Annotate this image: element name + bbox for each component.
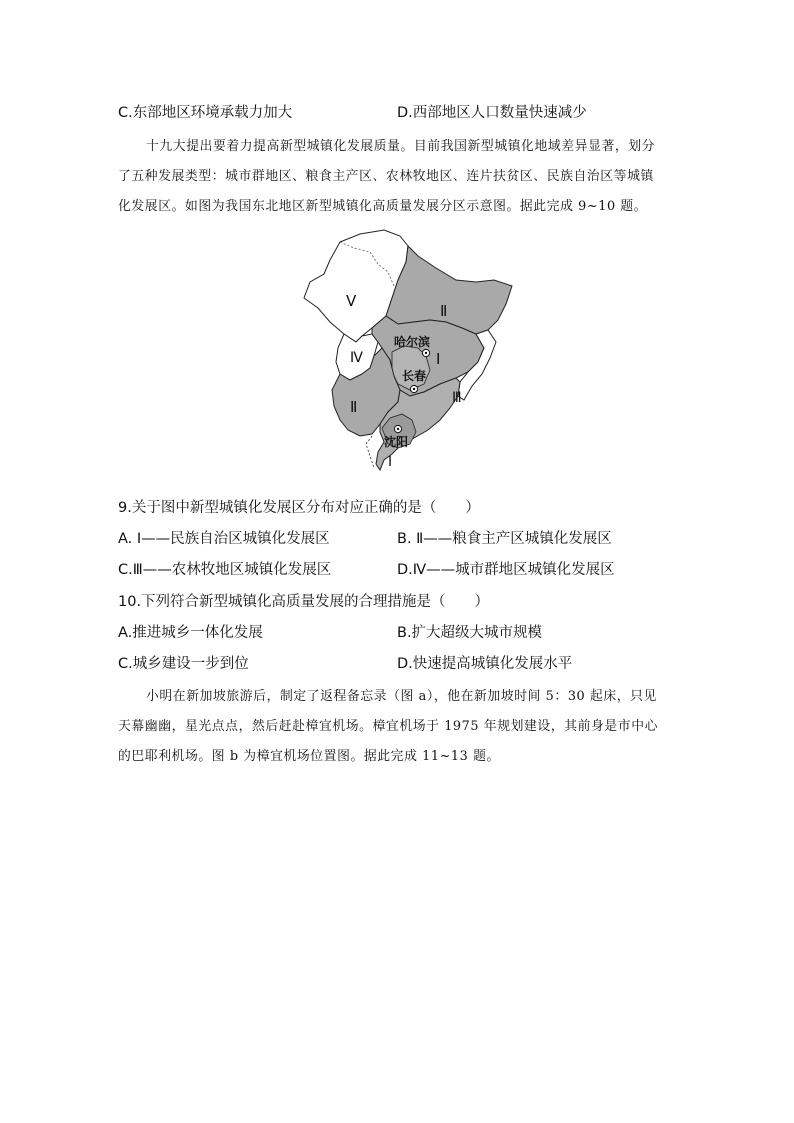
- q8-option-d: D.西部地区人口数量快速减少: [397, 105, 587, 121]
- label-region-i-middle: Ⅰ: [436, 350, 441, 368]
- label-region-i-bottom: Ⅰ: [388, 454, 393, 470]
- q10-option-b: B.扩大超级大城市规模: [397, 625, 543, 641]
- passage2-line2: 天幕幽幽，星光点点，然后赶赴樟宜机场。樟宜机场于 1975 年规划建设，其前身是市中心: [118, 719, 658, 734]
- passage2-line3: 的巴耶利机场。图 b 为樟宜机场位置图。据此完成 11~13 题。: [118, 749, 500, 764]
- passage2-line1: 小明在新加坡旅游后，制定了返程备忘录（图 a），他在新加坡时间 5：30 起床，只见: [146, 689, 657, 704]
- coastline-dashes: [366, 436, 374, 468]
- label-region-iv: Ⅳ: [350, 350, 363, 366]
- q9-option-c: C.Ⅲ——农林牧地区城镇化发展区: [118, 562, 332, 578]
- label-changchun: 长春: [402, 369, 427, 383]
- changchun-marker: [410, 385, 417, 392]
- q10-option-d: D.快速提高城镇化发展水平: [397, 656, 573, 672]
- q10-option-a: A.推进城乡一体化发展: [118, 625, 263, 641]
- q9-option-d: D.Ⅳ——城市群地区城镇化发展区: [397, 562, 615, 578]
- q9-option-a: A. Ⅰ——民族自治区城镇化发展区: [118, 531, 330, 547]
- q8-option-c: C.东部地区环境承载力加大: [118, 105, 293, 121]
- q9-option-b: B. Ⅱ——粮食主产区城镇化发展区: [397, 531, 612, 547]
- label-region-v: Ⅴ: [346, 292, 357, 310]
- label-region-ii-left: Ⅱ: [350, 398, 358, 416]
- passage1-line3: 化发展区。如图为我国东北地区新型城镇化高质量发展分区示意图。据此完成 9~10 题。: [118, 199, 648, 214]
- passage1-line2: 了五种发展类型：城市群地区、粮食主产区、农林牧地区、连片扶贫区、民族自治区等城镇: [118, 169, 654, 184]
- passage1-line1: 十九大提出要着力提高新型城镇化发展质量。目前我国新型城镇化地域差异显著，划分: [146, 139, 656, 154]
- label-region-ii-top: Ⅱ: [440, 302, 448, 320]
- label-shenyang: 沈阳: [384, 435, 409, 449]
- map-svg: [300, 224, 525, 476]
- label-harbin: 哈尔滨: [394, 335, 431, 349]
- q9-stem: 9.关于图中新型城镇化发展区分布对应正确的是（ ）: [118, 500, 480, 516]
- q10-option-c: C.城乡建设一步到位: [118, 656, 249, 672]
- shenyang-marker: [394, 425, 401, 432]
- q10-stem: 10.下列符合新型城镇化高质量发展的合理措施是（ ）: [118, 594, 490, 610]
- harbin-marker: [422, 349, 429, 356]
- northeast-china-map: [300, 224, 525, 476]
- label-region-iii: Ⅲ: [452, 390, 462, 406]
